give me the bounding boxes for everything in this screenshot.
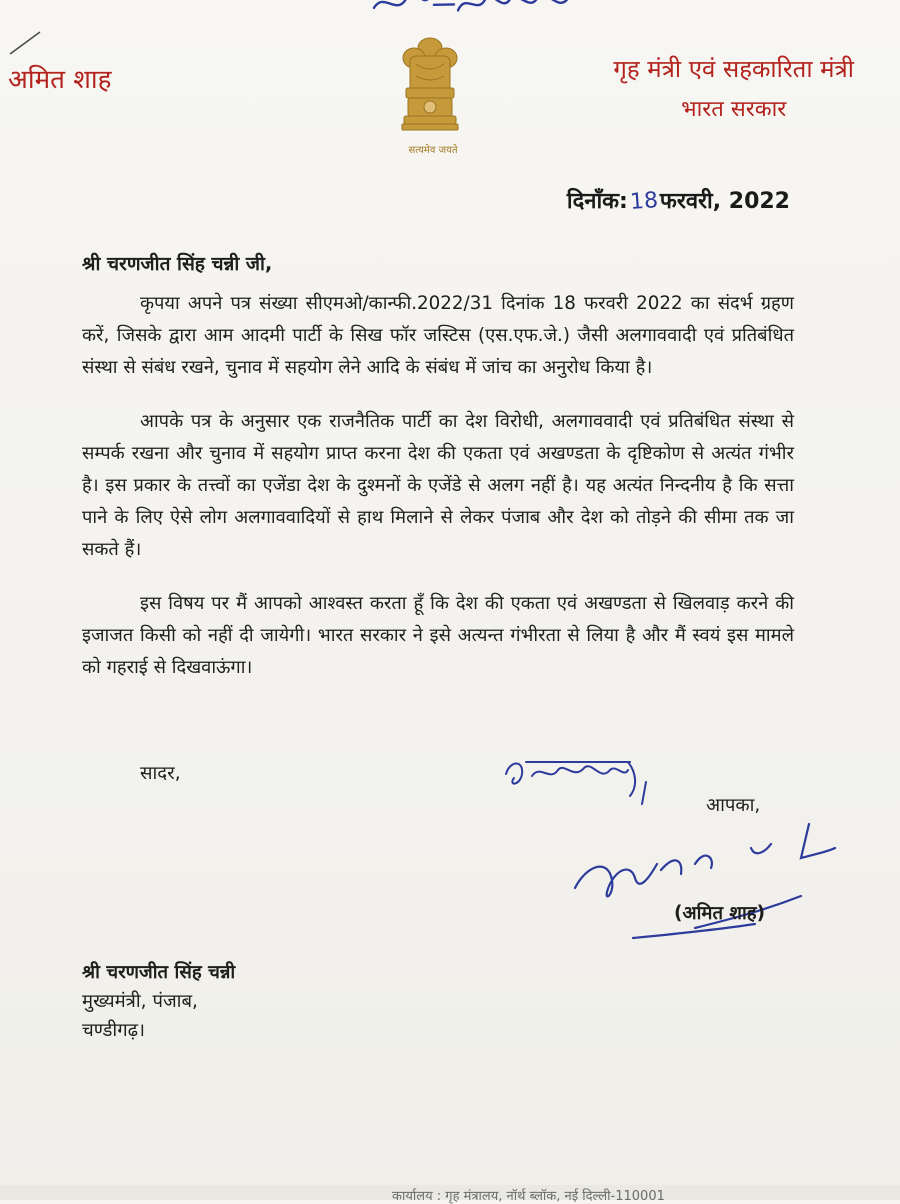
letterhead-title-line2: भारत सरकार — [681, 97, 787, 122]
handwritten-number-scribble — [370, 0, 591, 22]
letterhead-title — [613, 52, 854, 123]
handwritten-file-number — [370, 0, 591, 30]
recipient-place: चण्डीगढ़। — [82, 1020, 146, 1041]
body-paragraph-1: कृपया अपने पत्र संख्या सीएमओ/कान्फी.2022/31 दिनांक 18 फरवरी 2022 का संदर्भ ग्रहण करें, जिसके द्वारा आम आदमी पार्टी के सिख फॉर जस्टिस (एस.एफ.जे.) जैसी अलगाववादी एवं प्रतिबंधित संस्था से संबंध रखने, चुनाव में सहयोग लेने आदि के संबंध में जांच का अनुरोध किया है। — [82, 293, 794, 378]
emblem-caption: सत्यमेव जयते — [408, 145, 458, 156]
date-handwritten-day: 18 — [629, 188, 659, 215]
recipient-address — [82, 958, 235, 1045]
letterhead-name: अमित शाह — [8, 65, 112, 95]
date-prefix: दिनाँक: — [566, 189, 628, 214]
body-paragraph-2: आपके पत्र के अनुसार एक राजनैतिक पार्टी का देश विरोधी, अलगाववादी एवं प्रतिबंधित संस्था से सम्पर्क रखना और चुनाव में सहयोग प्राप्त करना देश की एकता एवं अखण्डता के दृष्टिकोण से अत्यंत गंभीर है। इस प्रकार के तत्त्वों का एजेंडा देश के दुश्मनों के एजेंडे से अलग नहीं है। यह अत्यंत निन्दनीय है कि सत्ता पाने के लिए ऐसे लोग अलगाववादियों से हाथ मिलाने से लेकर पंजाब और देश को तोड़ने की सीमा तक जा सकते हैं। — [82, 411, 794, 560]
signatory-name: (अमित शाह) — [674, 903, 766, 924]
letter-body — [82, 288, 794, 706]
yours-sincerely: आपका, — [706, 795, 761, 816]
closing-regards: सादर, — [140, 763, 181, 784]
handwritten-regards-scribble — [500, 752, 670, 812]
footer-office-address: कार्यालय : गृह मंत्रालय, नॉर्थ ब्लॉक, नई दिल्ली-110001 — [392, 1189, 665, 1204]
corner-pen-mark — [8, 30, 42, 56]
date-month-year: फरवरी, 2022 — [659, 189, 790, 214]
letterhead-title-line1: गृह मंत्री एवं सहकारिता मंत्री — [613, 55, 854, 83]
letter-date — [567, 185, 790, 215]
body-paragraph-3: इस विषय पर मैं आपको आश्वस्त करता हूँ कि देश की एकता एवं अखण्डता से खिलवाड़ करने की इजाजत किसी को नहीं दी जायेगी। भारत सरकार ने इसे अत्यन्त गंभीरता से लिया है और मैं स्वयं इस मामले को गहराई से दिखवाऊंगा। — [82, 593, 794, 678]
recipient-name: श्री चरणजीत सिंह चन्नी — [82, 962, 236, 983]
salutation: श्री चरणजीत सिंह चन्नी जी, — [82, 253, 273, 275]
recipient-designation: मुख्यमंत्री, पंजाब, — [82, 991, 198, 1012]
signature-scribble — [565, 818, 845, 958]
